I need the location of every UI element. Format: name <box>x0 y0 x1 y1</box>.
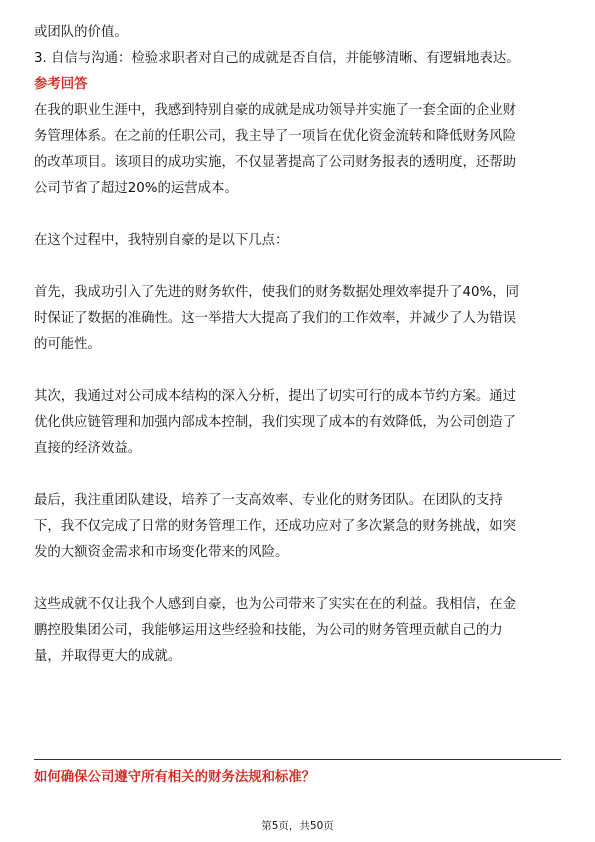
paragraph-line: 首先，我成功引入了先进的财务软件，使我们的财务数据处理效率提升了40%，同 <box>34 285 520 300</box>
intro-line-2: 3. 自信与沟通：检验求职者对自己的成就是否自信，并能够清晰、有逻辑地表达。 <box>34 51 520 66</box>
answer-paragraph-2 <box>34 228 561 254</box>
paragraph-line: 时保证了数据的准确性。这一举措大大提高了我们的工作效率，并减少了人为错误 <box>34 311 517 326</box>
paragraph-line: 这些成就不仅让我个人感到自豪，也为公司带来了实实在在的利益。我相信，在金 <box>34 597 517 612</box>
paragraph-line: 务管理体系。在之前的任职公司，我主导了一项旨在优化资金流转和降低财务风险 <box>34 129 517 144</box>
answer-paragraph-5 <box>34 488 561 566</box>
paragraph-line: 量，并取得更大的成就。 <box>34 649 182 664</box>
paragraph-line: 优化供应链管理和加强内部成本控制，我们实现了成本的有效降低，为公司创造了 <box>34 415 517 430</box>
paragraph-line: 在我的职业生涯中，我感到特别自豪的成就是成功领导并实施了一套全面的企业财 <box>34 103 517 118</box>
paragraph-line: 在这个过程中，我特别自豪的是以下几点： <box>34 233 289 248</box>
paragraph-spacer <box>34 254 561 280</box>
answer-heading: 参考回答 <box>34 77 88 92</box>
paragraph-line: 的可能性。 <box>34 337 101 352</box>
paragraph-line: 的改革项目。该项目的成功实施，不仅显著提高了公司财务报表的透明度，还帮助 <box>34 155 517 170</box>
intro-line-1: 或团队的价值。 <box>34 25 128 40</box>
paragraph-line: 其次，我通过对公司成本结构的深入分析，提出了切实可行的成本节约方案。通过 <box>34 389 517 404</box>
answer-paragraph-4 <box>34 384 561 462</box>
answer-paragraph-1 <box>34 98 561 202</box>
paragraph-spacer <box>34 566 561 592</box>
paragraph-spacer <box>34 462 561 488</box>
answer-paragraph-3 <box>34 280 561 358</box>
paragraph-spacer <box>34 202 561 228</box>
page-number: 第5页，共50页 <box>261 820 334 832</box>
paragraph-line: 最后，我注重团队建设，培养了一支高效率、专业化的财务团队。在团队的支持 <box>34 493 503 508</box>
page-footer <box>0 818 595 833</box>
paragraph-line: 鹏控股集团公司，我能够运用这些经验和技能，为公司的财务管理贡献自己的力 <box>34 623 503 638</box>
paragraph-line: 下，我不仅完成了日常的财务管理工作，还成功应对了多次紧急的财务挑战，如突 <box>34 519 517 534</box>
answer-paragraph-6 <box>34 592 561 670</box>
section-divider <box>34 759 561 760</box>
paragraph-line: 公司节省了超过20%的运营成本。 <box>34 181 238 196</box>
paragraph-spacer <box>34 358 561 384</box>
next-question-heading: 如何确保公司遵守所有相关的财务法规和标准？ <box>34 770 316 785</box>
paragraph-line: 发的大额资金需求和市场变化带来的风险。 <box>34 545 289 560</box>
paragraph-line: 直接的经济效益。 <box>34 441 142 456</box>
